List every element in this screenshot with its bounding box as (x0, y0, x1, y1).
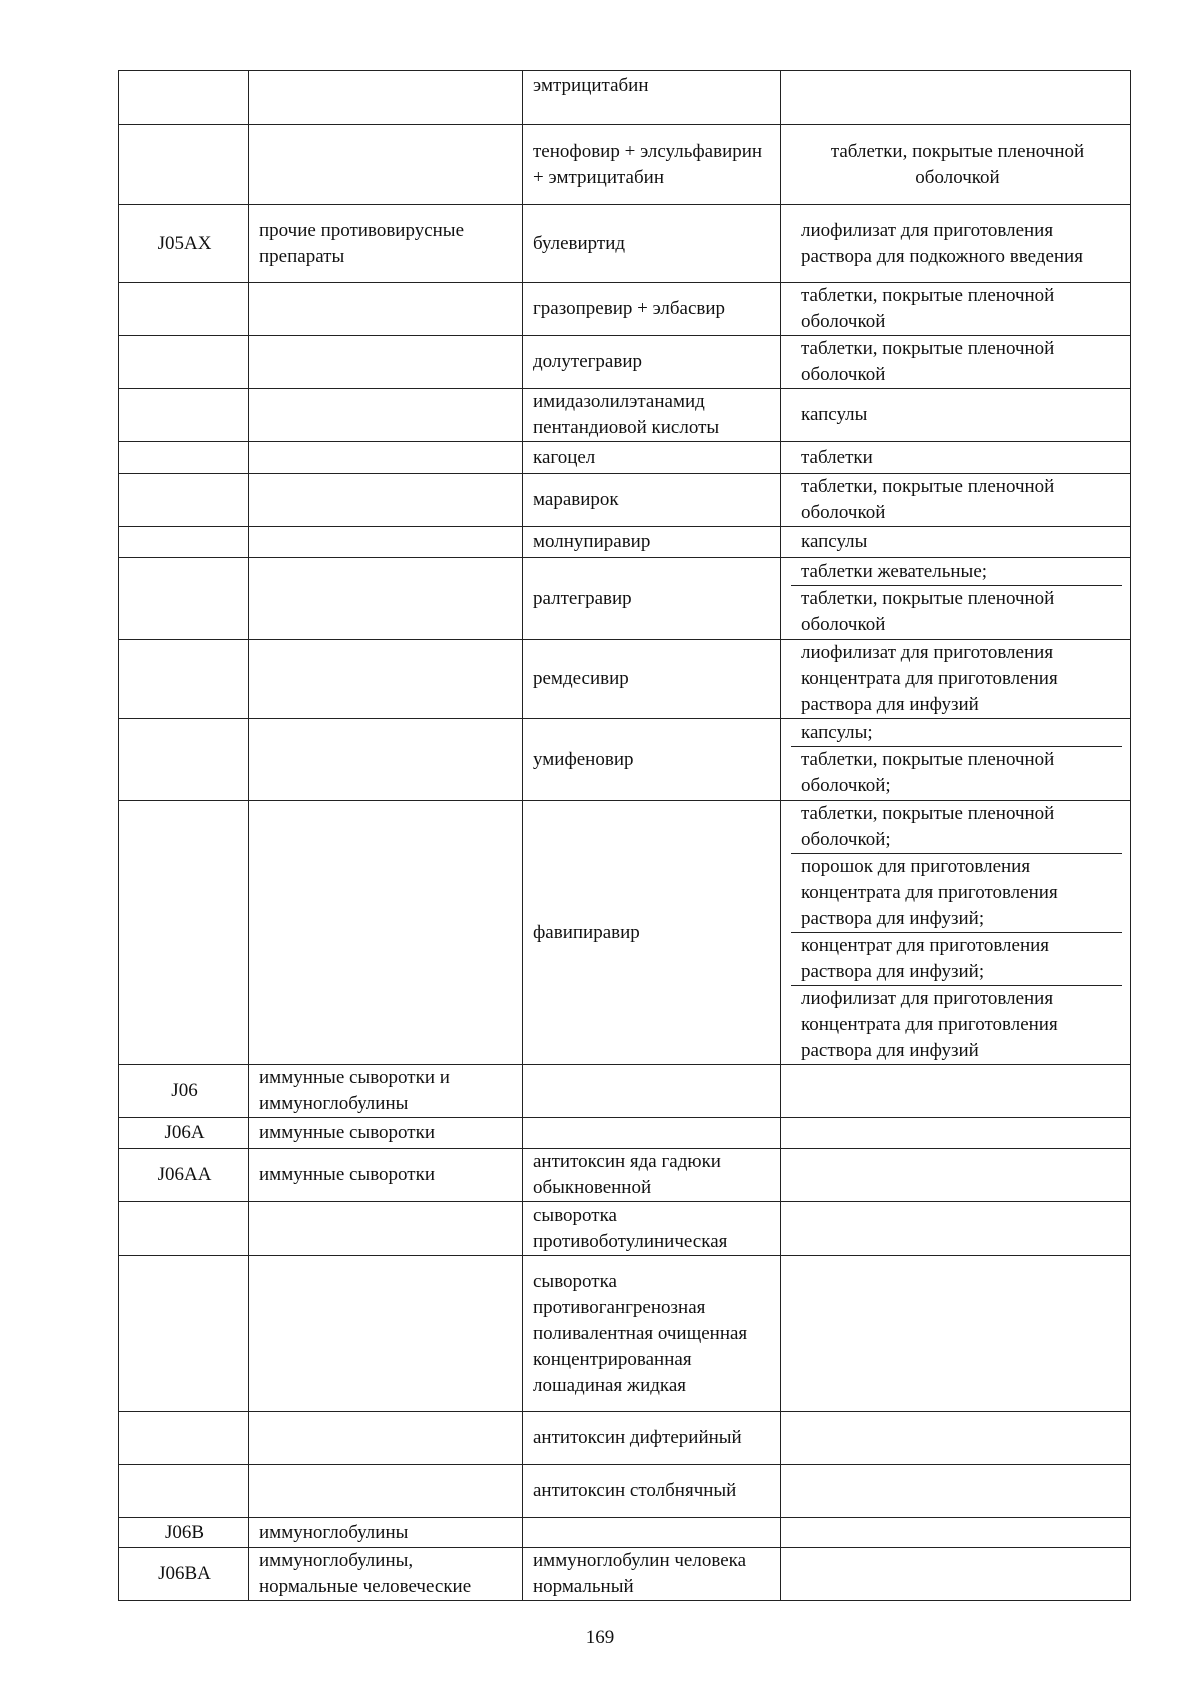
drug-name: имидазолилэтанамид пентандиовой кислоты (523, 389, 781, 442)
table-row (119, 1149, 1131, 1202)
dosage-forms (781, 719, 1131, 801)
dosage-form: концентрат для приготовления раствора для инфузий; (791, 933, 1122, 986)
dosage-form: лиофилизат для приготовления раствора для подкожного введения (801, 219, 1083, 267)
dosage-form: таблетки, покрытые пленочной оболочкой (801, 285, 1055, 332)
atc-code (119, 1202, 249, 1256)
dosage-form: таблетки (801, 446, 873, 468)
dosage-forms (781, 71, 1131, 125)
dosage-forms (781, 527, 1131, 558)
dosage-form: таблетки, покрытые пленочной оболочкой; (791, 801, 1122, 854)
dosage-form: таблетки, покрытые пленочной оболочкой (801, 476, 1055, 523)
table-row (119, 558, 1131, 640)
dosage-forms (781, 1065, 1131, 1118)
drug-name: тенофовир + элсульфавирин + эмтрицитабин (523, 125, 781, 205)
dosage-forms (781, 205, 1131, 283)
table-row (119, 283, 1131, 336)
table-row (119, 1065, 1131, 1118)
drug-name (523, 1518, 781, 1548)
drug-name: кагоцел (523, 442, 781, 474)
dosage-forms (781, 1149, 1131, 1202)
table-row (119, 1465, 1131, 1518)
atc-code (119, 801, 249, 1065)
pharmacological-group (249, 474, 523, 527)
dosage-form: таблетки, покрытые пленочной оболочкой (801, 588, 1055, 635)
drug-name: гразопревир + элбасвир (523, 283, 781, 336)
drug-name: ралтегравир (523, 558, 781, 640)
table-row (119, 640, 1131, 719)
dosage-form: капсулы (801, 404, 868, 425)
drug-name: антитоксин яда гадюки обыкновенной (523, 1149, 781, 1202)
table-row (119, 336, 1131, 389)
drug-name: антитоксин столбнячный (523, 1465, 781, 1518)
dosage-forms (781, 1202, 1131, 1256)
pharmacological-group (249, 71, 523, 125)
drug-name: булевиртид (523, 205, 781, 283)
table-row (119, 527, 1131, 558)
atc-code (119, 640, 249, 719)
atc-code (119, 442, 249, 474)
pharmacological-group (249, 640, 523, 719)
pharmacological-group (249, 527, 523, 558)
drug-name: ремдесивир (523, 640, 781, 719)
dosage-forms (781, 283, 1131, 336)
dosage-forms (781, 389, 1131, 442)
dosage-forms (781, 1465, 1131, 1518)
dosage-forms (781, 1118, 1131, 1149)
pharmacological-group: иммунные сыворотки и иммуноглобулины (249, 1065, 523, 1118)
dosage-form: капсулы (801, 531, 868, 552)
drug-name (523, 1065, 781, 1118)
atc-code (119, 283, 249, 336)
dosage-form: лиофилизат для приготовления концентрата для приготовления раствора для инфузий (801, 642, 1058, 715)
atc-code (119, 71, 249, 125)
dosage-form: лиофилизат для приготовления концентрата для приготовления раствора для инфузий (801, 988, 1058, 1061)
dosage-forms (781, 801, 1131, 1065)
table-row (119, 71, 1131, 125)
pharmacological-group: иммунные сыворотки (249, 1149, 523, 1202)
atc-code (119, 558, 249, 640)
drug-name (523, 1118, 781, 1149)
pharmacological-group: прочие противовирусные препараты (249, 205, 523, 283)
atc-code (119, 125, 249, 205)
atc-code (119, 1256, 249, 1412)
table-row (119, 205, 1131, 283)
atc-code (119, 474, 249, 527)
dosage-form: капсулы; (791, 720, 1122, 747)
dosage-form: таблетки, покрытые пленочной оболочкой (801, 338, 1055, 385)
drug-name: маравирок (523, 474, 781, 527)
dosage-forms (781, 558, 1131, 640)
pharmacological-group (249, 1412, 523, 1465)
pharmacological-group (249, 719, 523, 801)
table-row (119, 389, 1131, 442)
atc-code: J05AX (119, 205, 249, 283)
dosage-forms (781, 1548, 1131, 1601)
pharmacological-group (249, 389, 523, 442)
table-row (119, 1202, 1131, 1256)
drug-name: иммуноглобулин человека нормальный (523, 1548, 781, 1601)
pharmacological-group (249, 1202, 523, 1256)
atc-code (119, 719, 249, 801)
dosage-forms (781, 336, 1131, 389)
atc-code: J06BA (119, 1548, 249, 1601)
table-row (119, 125, 1131, 205)
table-row (119, 474, 1131, 527)
table-row (119, 1518, 1131, 1548)
dosage-forms (781, 125, 1131, 205)
drug-table (118, 70, 1131, 1601)
pharmacological-group (249, 283, 523, 336)
pharmacological-group (249, 801, 523, 1065)
dosage-forms (781, 442, 1131, 474)
drug-name: эмтрицитабин (523, 71, 781, 125)
page-number: 169 (585, 1627, 615, 1648)
dosage-forms (781, 640, 1131, 719)
atc-code (119, 1412, 249, 1465)
table-row (119, 1548, 1131, 1601)
atc-code (119, 389, 249, 442)
dosage-forms (781, 1518, 1131, 1548)
pharmacological-group: иммунные сыворотки (249, 1118, 523, 1149)
table-row (119, 719, 1131, 801)
drug-name: фавипиравир (523, 801, 781, 1065)
atc-code: J06A (119, 1118, 249, 1149)
table-row (119, 1412, 1131, 1465)
dosage-forms (781, 1256, 1131, 1412)
pharmacological-group: иммуноглобулины (249, 1518, 523, 1548)
pharmacological-group (249, 336, 523, 389)
atc-code: J06 (119, 1065, 249, 1118)
pharmacological-group (249, 442, 523, 474)
dosage-forms (781, 1412, 1131, 1465)
pharmacological-group (249, 125, 523, 205)
pharmacological-group (249, 558, 523, 640)
atc-code: J06B (119, 1518, 249, 1548)
atc-code (119, 527, 249, 558)
dosage-form: таблетки жевательные; (791, 559, 1122, 586)
pharmacological-group: иммуноглобулины, нормальные человеческие (249, 1548, 523, 1601)
table-row (119, 1118, 1131, 1149)
table-row (119, 1256, 1131, 1412)
atc-code (119, 1465, 249, 1518)
drug-name: антитоксин дифтерийный (523, 1412, 781, 1465)
dosage-form: таблетки, покрытые пленочной оболочкой; (801, 749, 1055, 796)
dosage-form: порошок для приготовления концентрата для приготовления раствора для инфузий; (791, 854, 1122, 933)
pharmacological-group (249, 1256, 523, 1412)
drug-name: долутегравир (523, 336, 781, 389)
drug-name: сыворотка противоботулиническая (523, 1202, 781, 1256)
dosage-forms (781, 474, 1131, 527)
table-row (119, 442, 1131, 474)
drug-name: сыворотка противогангренозная поливалентная очищенная концентрированная лошадиная жидкая (523, 1256, 781, 1412)
atc-code (119, 336, 249, 389)
drug-name: молнупиравир (523, 527, 781, 558)
dosage-form: таблетки, покрытые пленочной оболочкой (830, 140, 1085, 188)
pharmacological-group (249, 1465, 523, 1518)
atc-code: J06AA (119, 1149, 249, 1202)
table-row (119, 801, 1131, 1065)
drug-name: умифеновир (523, 719, 781, 801)
